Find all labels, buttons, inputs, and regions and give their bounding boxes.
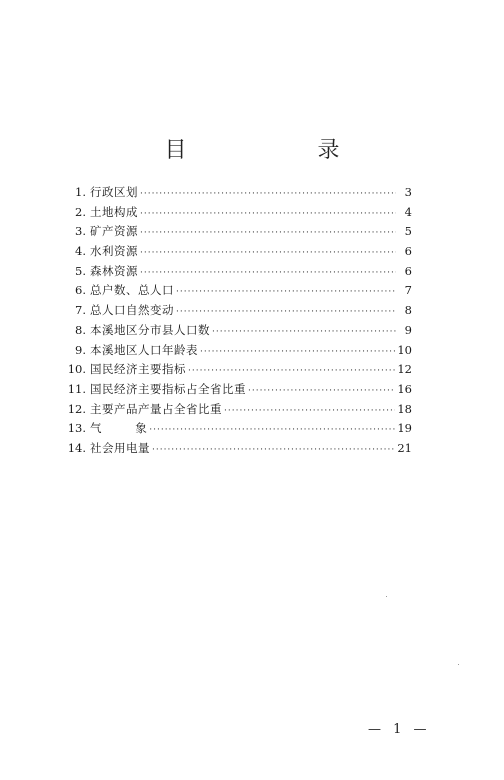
toc-entry-page: 7 [404,283,412,298]
toc-entry-13 [64,419,412,439]
page-number: — 1 — [368,722,431,737]
toc-entry-label: 矿产资源 [90,224,138,239]
toc-entry-label: 总户数、总人口 [90,283,174,298]
toc-entry-number: 11. [67,381,86,396]
toc-entry-number: 13. [67,421,86,436]
toc-entry-label: 行政区划 [90,185,138,199]
toc-entry-label: 森林资源 [90,263,138,278]
toc-entry-label: 总人口自然变动 [90,303,174,318]
toc-entry-2 [64,203,412,223]
scan-speck [458,664,459,665]
toc-entry-number: 8. [75,322,86,337]
toc-entry-page: 19 [397,421,412,436]
toc-entry-7 [64,301,412,321]
toc-entry-11 [64,380,412,400]
toc-entry-label: 主要产品产量占全省比重 [90,401,222,416]
toc-entry-number: 14. [67,440,86,455]
toc-entry-4 [64,242,412,262]
toc-entry-page: 8 [404,303,412,318]
dot-leader [152,441,395,461]
toc-entry-number: 1. [75,185,86,199]
toc-entry-page: 18 [397,401,412,416]
table-of-contents [64,183,412,459]
toc-entry-label: 土地构成 [90,204,138,219]
toc-entry-number: 3. [75,224,86,239]
toc-entry-label: 国民经济主要指标 [90,362,186,377]
dot-leader [140,264,396,284]
toc-entry-page: 10 [397,342,412,357]
dot-leader [140,244,396,264]
toc-entry-12 [64,400,412,420]
toc-entry-label: 社会用电量 [90,440,150,455]
toc-entry-page: 12 [397,362,412,377]
toc-entry-page: 3 [404,185,412,199]
dot-leader [140,185,396,205]
toc-entry-label: 气 象 [90,421,148,436]
dot-leader [140,205,396,225]
toc-entry-6 [64,281,412,301]
toc-entry-number: 4. [75,244,86,259]
toc-entry-label: 国民经济主要指标占全省比重 [90,381,246,396]
toc-entry-number: 7. [75,303,86,318]
toc-entry-page: 4 [404,204,412,219]
dot-leader [140,224,396,244]
scan-speck [386,596,387,597]
dot-leader [176,283,396,303]
dot-leader [224,402,395,422]
toc-entry-14 [64,439,412,459]
toc-entry-number: 12. [67,401,86,416]
toc-entry-8 [64,321,412,341]
dot-leader [149,421,395,441]
toc-entry-page: 5 [404,224,412,239]
dot-leader [248,382,395,402]
toc-entry-page: 9 [404,322,412,337]
toc-entry-label: 本溪地区分市县人口数 [90,322,210,337]
toc-entry-3 [64,222,412,242]
toc-entry-number: 9. [75,342,86,357]
toc-entry-10 [64,360,412,380]
toc-entry-page: 6 [404,263,412,278]
dot-leader [200,343,395,363]
toc-entry-page: 6 [404,244,412,259]
toc-entry-number: 2. [75,204,86,219]
toc-entry-number: 10. [67,362,86,377]
toc-entry-page: 16 [397,381,412,396]
toc-entry-1 [64,183,412,203]
dot-leader [212,323,396,343]
toc-entry-number: 5. [75,263,86,278]
toc-entry-label: 水利资源 [90,244,138,259]
page-title: 目 录 [164,138,402,163]
toc-entry-9 [64,341,412,361]
toc-entry-5 [64,262,412,282]
toc-entry-page: 21 [397,440,412,455]
toc-entry-label: 本溪地区人口年龄表 [90,342,198,357]
toc-entry-number: 6. [75,283,86,298]
